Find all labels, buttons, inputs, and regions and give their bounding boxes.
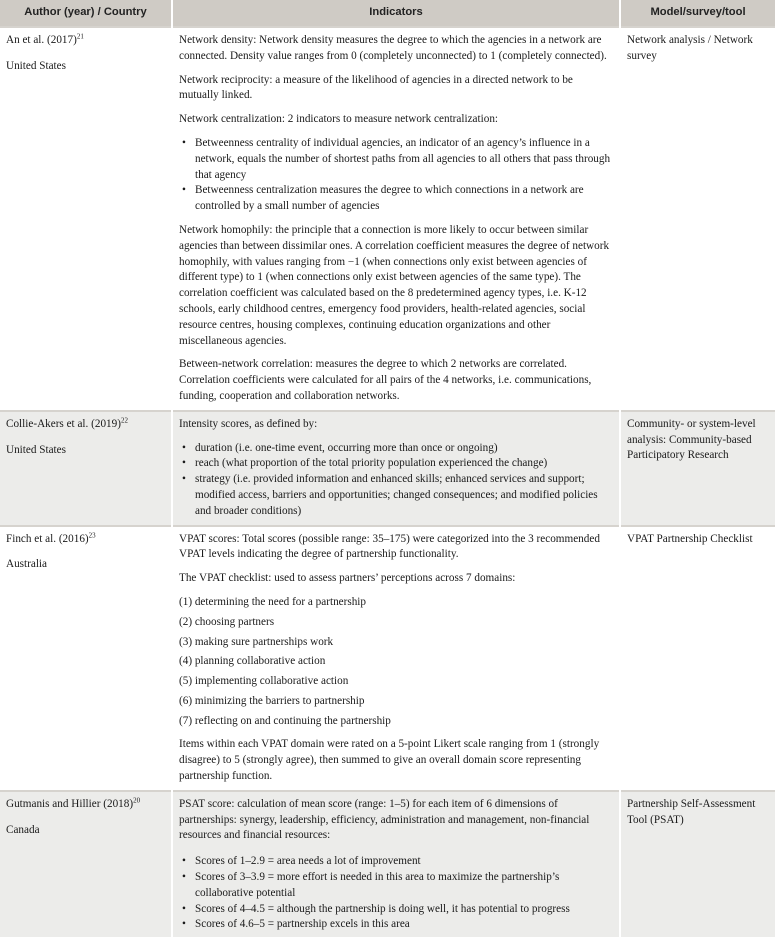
tool-cell <box>620 791 775 937</box>
indicator-paragraph: Between-network correlation: measures the degree to which 2 networks are correlated. Correlation coefficients were calculated for all pairs of the 4 networks, i.e. communications, funding, cooperation and collaboration networks. <box>179 358 592 402</box>
indicator-paragraph: Network centralization: 2 indicators to measure network centralization: <box>179 113 499 126</box>
indicators-cell <box>172 411 620 526</box>
author-name: An et al. $(2017)^{21}$ <box>6 32 84 46</box>
tool-cell <box>620 411 775 526</box>
list-item: • duration (i.e. one-time event, occurring more than once or ongoing) <box>181 441 613 457</box>
tool-name: VPAT Partnership Checklist <box>627 532 753 545</box>
header-indicators: Indicators <box>172 0 620 27</box>
reference-number: 23 <box>88 530 96 539</box>
indicator-paragraph: PSAT score: calculation of mean score (range: 1–5) for each item of 6 dimensions of partnerships: synergy, leadership, efficiency, administration and management, non-financial resources and financial resources: <box>179 797 590 842</box>
tool-name: Network analysis / Network survey <box>627 34 753 62</box>
domain-item: (4) planning collaborative action <box>179 655 326 668</box>
list-item: • Betweenness centralization measures the degree to which connections in a network are controlled by a small number of agencies <box>181 183 613 215</box>
list-item: • strategy (i.e. provided information and enhanced skills; enhanced services and support; modified access, barriers and opportunities; changed consequences; and modified policies and broader conditions) <box>181 472 613 519</box>
author-name: Gutmanis and Hillier $(2018)^{20}$ <box>6 796 141 810</box>
indicator-paragraph: Items within each VPAT domain were rated on a 5-point Likert scale ranging from 1 (strongly disagree) to 5 (strongly agree), then summed to give an overall domain score representing partnership function. <box>179 738 600 783</box>
domain-item: (7) reflecting on and continuing the partnership <box>179 714 391 727</box>
domain-item: (2) choosing partners <box>179 615 275 628</box>
reference-number: 22 <box>120 416 128 424</box>
indicator-paragraph: The VPAT checklist: used to assess partners’ perceptions across 7 domains: <box>179 572 516 585</box>
domain-item: (5) implementing collaborative action <box>179 675 349 688</box>
indicators-cell <box>172 791 620 937</box>
author-cell <box>0 791 172 937</box>
domain-item: (6) minimizing the barriers to partnership <box>179 694 365 707</box>
indicator-bullet-list <box>179 854 613 933</box>
indicator-paragraph: Network density: Network density measures the degree to which the agencies in a network are connected. Density value ranges from 0 (completely unconnected) to 1 (completely connected). <box>179 34 607 62</box>
tool-cell <box>620 526 775 791</box>
author-name: Collie-Akers et al. $(2019)^{22}$ <box>6 416 128 430</box>
author-name: Finch et al. $(2016)^{23}$ <box>6 530 96 545</box>
table-row <box>0 526 775 791</box>
indicator-bullet-list <box>179 441 613 520</box>
table-row <box>0 791 775 937</box>
table-header-row <box>0 0 775 27</box>
author-cell <box>0 411 172 526</box>
tool-cell <box>620 27 775 411</box>
list-item: • Scores of 1–2.9 = area needs a lot of improvement <box>181 854 613 870</box>
list-item: • Betweenness centrality of individual agencies, an indicator of an agency’s influence in a network, equals the number of shortest paths from all agencies to all others that pass through that agency <box>181 136 613 183</box>
reference-number: 21 <box>76 32 84 41</box>
author-cell <box>0 27 172 411</box>
country: United States <box>6 443 66 456</box>
country: Canada <box>6 823 40 836</box>
indicator-bullet-list <box>179 136 613 215</box>
indicators-cell <box>172 526 620 791</box>
list-item: • reach (what proportion of the total priority population experienced the change) <box>181 456 613 472</box>
table-row <box>0 411 775 526</box>
list-item: • Scores of 3–3.9 = more effort is needed in this area to maximize the partnership’s collaborative potential <box>181 870 613 902</box>
indicator-paragraph: Network reciprocity: a measure of the likelihood of agencies in a directed network to be mutually linked. <box>179 73 573 102</box>
table-row <box>0 27 775 411</box>
tool-name: Community- or system-level analysis: Community-based Participatory Research <box>627 417 756 462</box>
list-item: • Scores of 4.6–5 = partnership excels in this area <box>181 917 613 933</box>
tool-name: Partnership Self-Assessment Tool (PSAT) <box>627 797 756 826</box>
domain-item: (3) making sure partnerships work <box>179 635 334 648</box>
indicators-cell <box>172 27 620 411</box>
domain-item: (1) determining the need for a partnership <box>179 595 367 608</box>
header-model-tool: Model/survey/tool <box>620 0 775 27</box>
author-cell <box>0 526 172 791</box>
indicator-paragraph: Intensity scores, as defined by: <box>179 417 318 430</box>
country: Australia <box>6 558 48 571</box>
list-item: • Scores of 4–4.5 = although the partnership is doing well, it has potential to progress <box>181 902 613 918</box>
indicator-paragraph: Network homophily: the principle that a connection is more likely to occur between similar agencies than between dissimilar ones. A correlation coefficient measures the degree of network homophily, with values ranging from −1 (when connections only exist between agencies of different type) to 1 (when connections only exist between agencies of the same type). The correlation coefficient was calculated based on the 8 predetermined agency types, i.e. K-12 schools, early childhood centres, emergency food providers, health-related agencies, social resource centres, housing complexes, continuing education organizations and other miscellaneous agencies. <box>179 223 610 347</box>
header-author-country: Author (year) / Country <box>0 0 172 27</box>
indicator-paragraph: VPAT scores: Total scores (possible range: 35–175) were categorized into the 3 recommended VPAT levels indicating the degree of partnership functionality. <box>179 532 600 561</box>
country: United States <box>6 59 66 72</box>
reference-number: 20 <box>133 796 141 805</box>
